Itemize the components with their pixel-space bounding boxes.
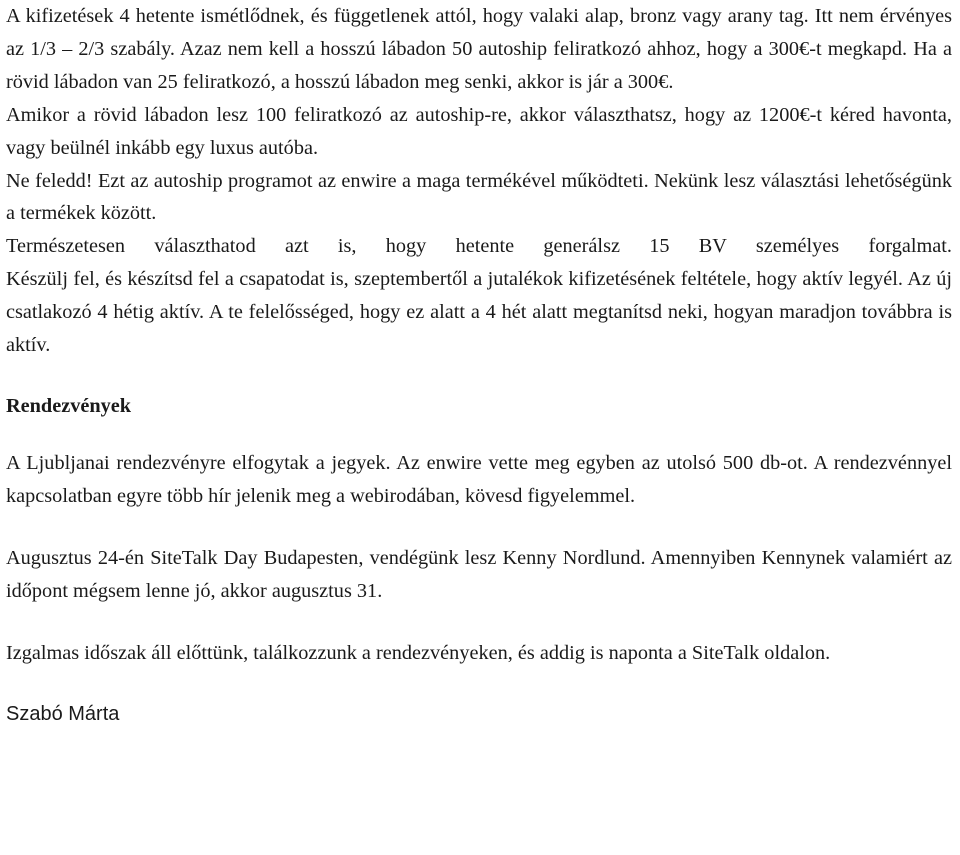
- paragraph-exciting-times: Izgalmas időszak áll előttünk, találkozzunk a rendezvényeken, és addig is naponta a SiteTalk oldalon.: [6, 641, 831, 664]
- signature: Szabó Márta: [6, 703, 120, 726]
- paragraph-dont-forget: Ne feledd! Ezt az autoship programot az enwire a maga termékével működteti. Nekünk lesz választási lehetőségünk a termékek között.: [6, 169, 952, 225]
- paragraph-payouts: A kifizetések 4 hetente ismétlődnek, és függetlenek attól, hogy valaki alap, bronz vagy arany tag. Itt nem érvényes az 1/3 – 2/3 szabály. Azaz nem kell a hosszú lábadon 50 autoship feliratkozó ahhoz, hogy a 300€-t megkapd. Ha a rövid lábadon van 25 feliratkozó, a hosszú lábadon meg senki, akkor is jár a 300€.: [6, 5, 952, 93]
- paragraph-short-leg: Amikor a rövid lábadon lesz 100 feliratkozó az autoship-re, akkor választhatsz, hogy az 1200€-t kéred havonta, vagy beülnél inkább egy luxus autóba.: [6, 103, 952, 159]
- paragraph-sitetalk-day: Augusztus 24-én SiteTalk Day Budapesten, vendégünk lesz Kenny Nordlund. Amennyiben Kennynek valamiért az időpont mégsem lenne jó, akkor augusztus 31.: [6, 546, 952, 602]
- paragraph-ljubljana: A Ljubljanai rendezvényre elfogytak a jegyek. Az enwire vette meg egyben az utolsó 500 db-ot. A rendezvénnyel kapcsolatban egyre több hír jelenik meg a webirodában, kövesd figyelemmel.: [6, 451, 952, 507]
- events-heading: Rendezvények: [6, 394, 132, 417]
- paragraph-weekly-bv: Természetesen választhatod azt is, hogy hetente generálsz 15 BV személyes forgalmat.: [6, 235, 952, 258]
- paragraph-prepare: Készülj fel, és készítsd fel a csapatodat is, szeptembertől a jutalékok kifizetésének feltétele, hogy aktív legyél. Az új csatlakozó 4 hétig aktív. A te felelősséged, hogy ez alatt a 4 hét alatt megtanítsd neki, hogyan maradjon továbbra is aktív.: [6, 268, 952, 357]
